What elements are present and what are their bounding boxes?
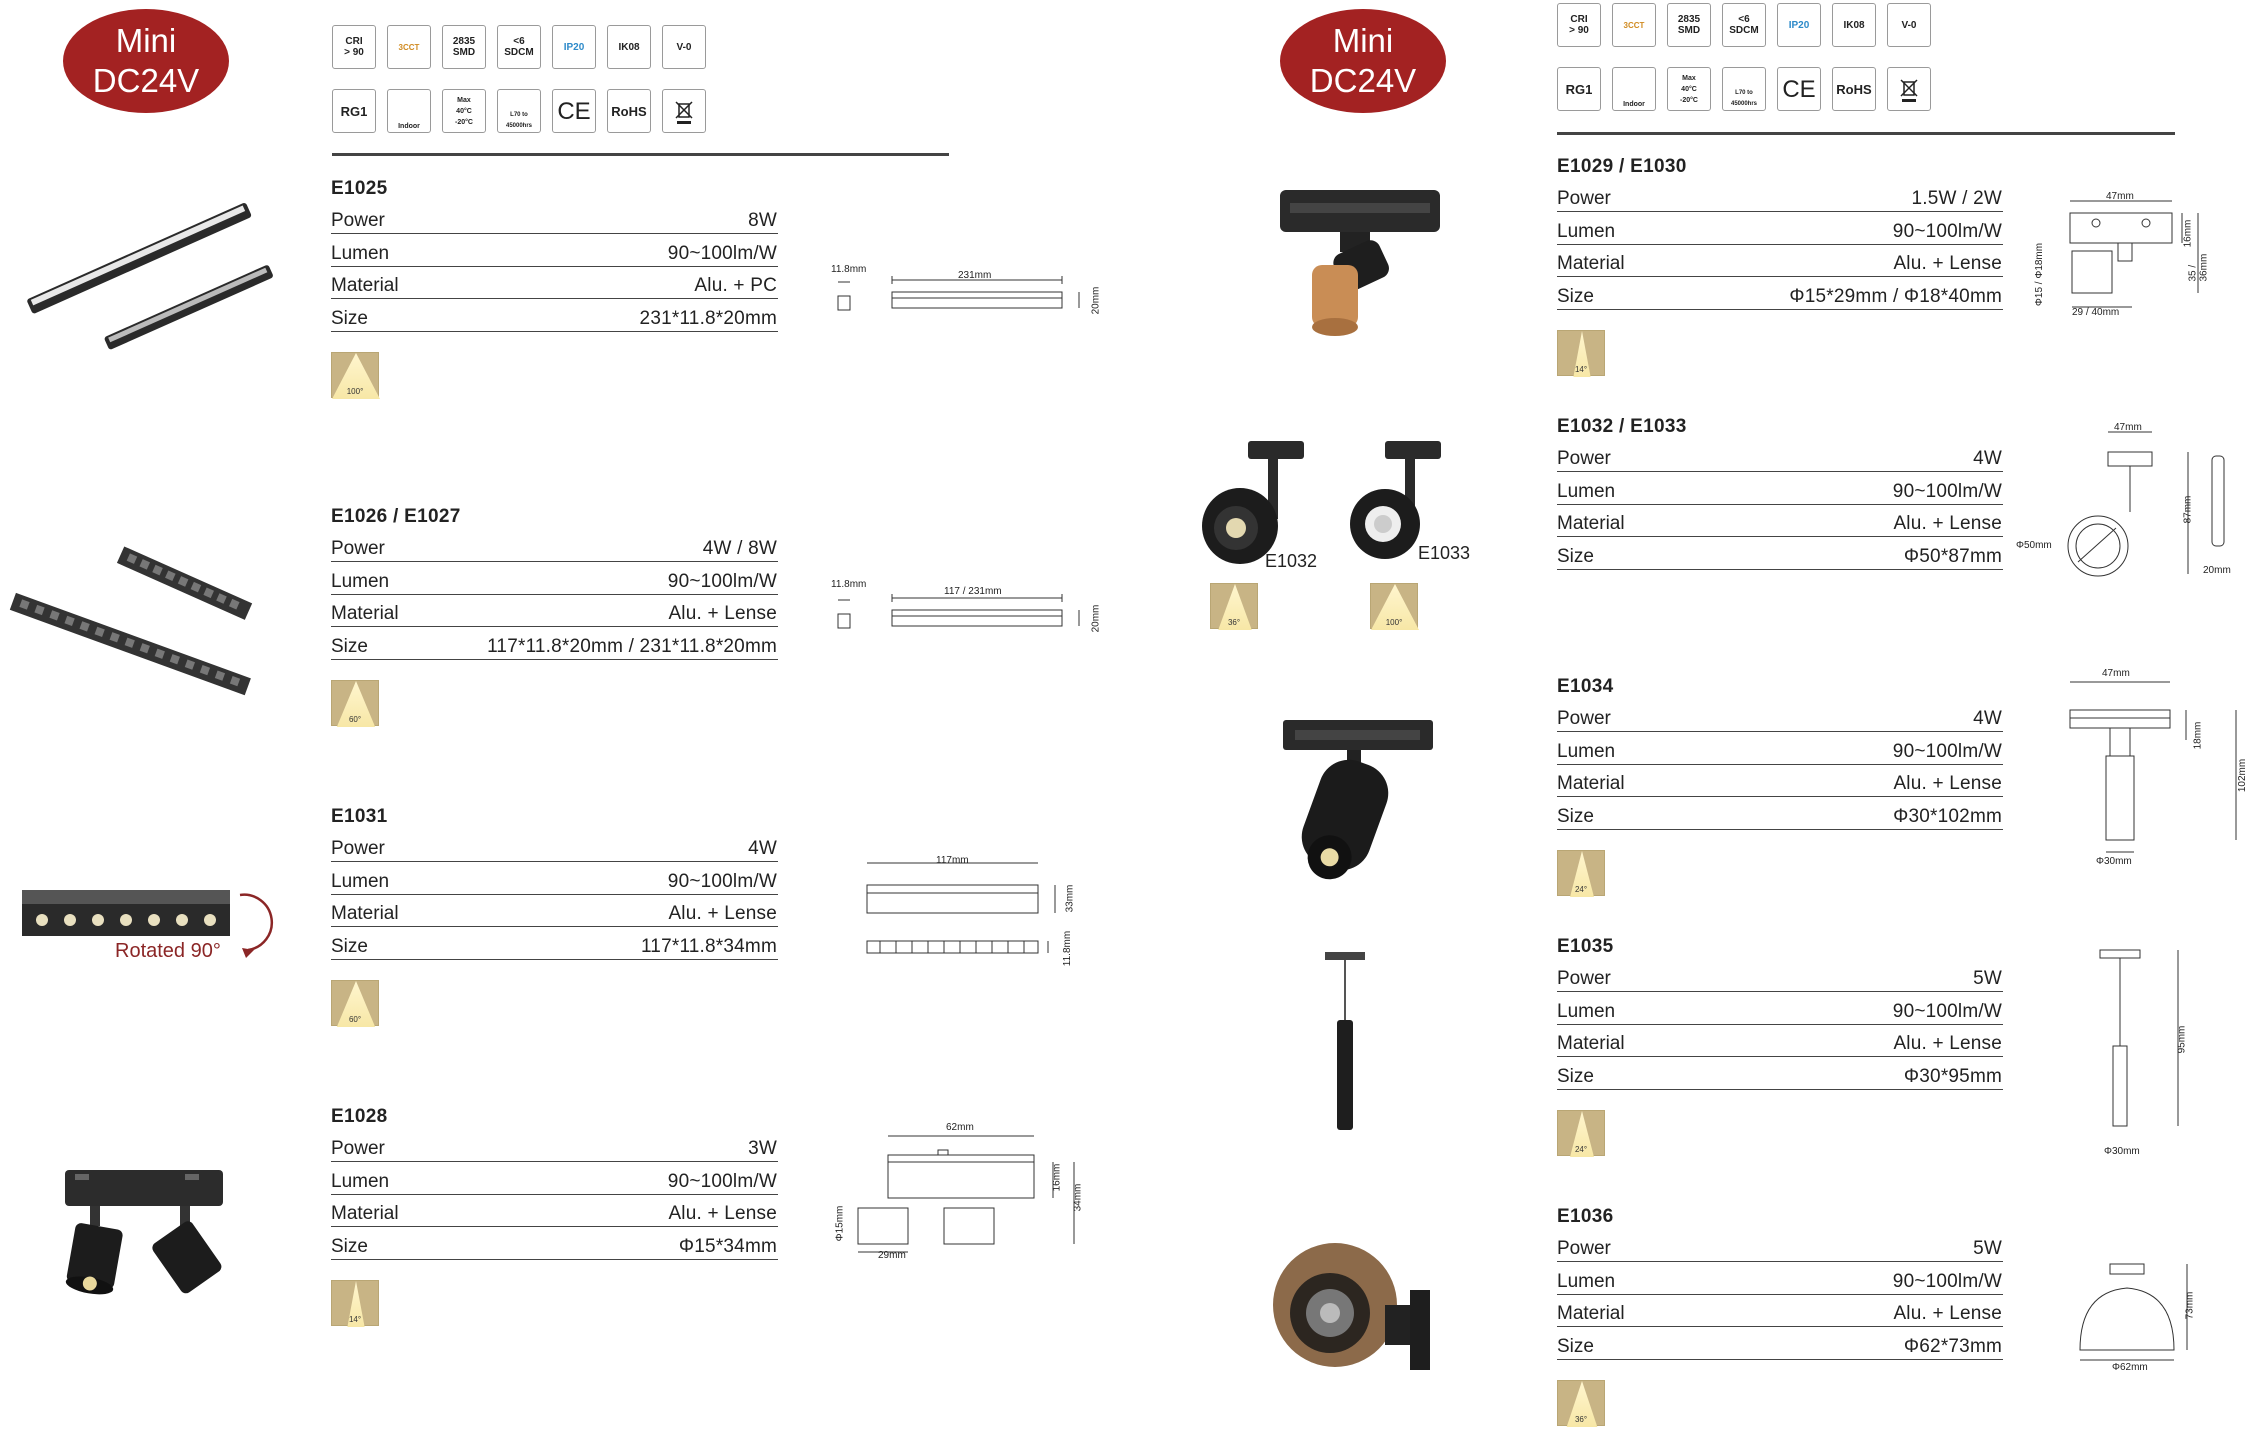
spec-block-e1031 [331,806,778,960]
dim-height-total: 102mm [2237,758,2248,793]
spec-row-power [1557,710,2003,732]
spec-row-lumen [1557,732,2003,765]
drawing-e1029 [2036,193,2216,328]
spec-value: 90~100lm/W [1892,740,2002,762]
dim-diameter: Φ30mm [2104,1146,2140,1157]
spec-value: 90~100lm/W [667,242,777,264]
feature-icons-left [332,25,706,133]
ce-icon: CE [552,89,596,133]
spec-row-power [331,840,778,862]
product-image-e1025 [20,200,280,365]
spec-value: Alu. + Lense [1893,1303,2002,1324]
beam-label: 60° [348,1015,362,1024]
voltage-badge-left [63,9,229,113]
weee-icon [662,89,706,133]
drawing-e1025 [831,262,1102,327]
spec-label: Size [1557,545,1594,567]
spec-label: Power [331,210,385,231]
beam-angle-e1028 [331,1280,379,1326]
product-image-e1028 [60,1160,250,1305]
spec-label: Size [1557,1335,1594,1357]
dim-height-head: 18mm [2192,721,2204,750]
drawing-e1031 [860,855,1076,970]
rg1-icon: RG1 [1557,67,1601,111]
spec-value: 117*11.8*34mm [640,935,777,957]
spec-label: Material [331,603,399,624]
spec-value: Alu. + Lense [1893,253,2002,274]
cri-icon: CRI > 90 [1557,3,1601,47]
dim-height: 20mm [1090,604,1102,633]
spec-label: Power [1557,188,1611,209]
product-code: E1034 [1557,676,1614,697]
dim-height: 73mm [2184,1291,2196,1320]
spec-block-e1035 [1557,936,2003,1090]
dim-base: 29 / 40mm [2072,307,2120,318]
spec-value: 4W [748,838,777,859]
spec-block-e1034 [1557,676,2003,830]
spec-value: Φ30*102mm [1893,805,2002,827]
caption-e1032: E1032 [1265,551,1318,571]
spec-value: Alu. + PC [694,275,777,296]
smd-icon: 2835 SMD [442,25,486,69]
spec-row-material [331,895,778,928]
spec-label: Power [1557,1238,1611,1259]
spec-row-material [1557,1295,2003,1328]
spec-label: Material [1557,253,1625,274]
beam-angle-e1034 [1557,850,1605,896]
badge-line2: DC24V [1309,62,1417,99]
ce-icon: CE [1777,67,1821,111]
indoor-icon: Indoor [1612,67,1656,111]
spec-block-e1036 [1557,1206,2003,1360]
spec-value: 5W [1973,1238,2002,1259]
weee-icon [1887,67,1931,111]
spec-value: 5W [1973,968,2002,989]
divider-left [332,153,949,156]
spec-row-material [331,267,778,300]
dim-diameter: Φ62mm [2112,1362,2148,1373]
lifetime-icon: L70 to 45000hrs [497,89,541,133]
spec-row-material [1557,505,2003,538]
dim-diameter: Φ15 / Φ18mm [2034,242,2046,307]
dim-length: 62mm [946,1122,974,1133]
spec-row-power [331,1140,778,1162]
spec-value: 4W [1973,448,2002,469]
voltage-badge-right [1280,9,1446,113]
spec-label: Material [1557,1033,1625,1054]
dim-diameter: Φ50mm [2016,540,2052,551]
dim-height: 33mm [1064,884,1076,913]
dim-diameter: Φ30mm [2096,856,2132,867]
ip20-icon: IP20 [552,25,596,69]
badge-line1: Mini [1332,22,1394,59]
spec-label: Material [1557,1303,1625,1324]
cri-icon: CRI > 90 [332,25,376,69]
spec-row-size [1557,1057,2003,1090]
spec-row-power [1557,190,2003,212]
v0-icon: V-0 [662,25,706,69]
spec-row-material [1557,765,2003,798]
ik08-icon: IK08 [1832,3,1876,47]
spec-value: 8W [748,210,777,231]
beam-angle-e1029-e1030 [1557,330,1605,376]
spec-row-lumen [331,234,778,267]
spec-label: Power [331,1138,385,1159]
lifetime-icon: L70 to 45000hrs [1722,67,1766,111]
spec-label: Size [331,635,368,657]
spec-row-size [331,1227,778,1260]
bin-icon [1894,74,1924,104]
ik08-icon: IK08 [607,25,651,69]
indoor-icon: Indoor [387,89,431,133]
beam-label: 100° [346,387,364,396]
spec-row-material [1557,1025,2003,1058]
spec-row-lumen [331,1162,778,1195]
spec-row-lumen [331,562,778,595]
v0-icon: V-0 [1887,3,1931,47]
product-image-e1035 [1320,950,1370,1140]
spec-value: Alu. + Lense [1893,513,2002,534]
spec-label: Lumen [331,870,390,892]
rg1-icon: RG1 [332,89,376,133]
spec-value: Alu. + Lense [1893,773,2002,794]
product-code: E1035 [1557,936,1614,957]
spec-value: 4W [1973,708,2002,729]
spec-row-power [331,540,778,562]
spec-value: Alu. + Lense [668,903,777,924]
beam-label: 36° [1574,1415,1588,1424]
spec-value: Φ15*34mm [678,1235,777,1257]
sdcm-icon: <6 SDCM [497,25,541,69]
spec-label: Power [331,838,385,859]
rohs-icon: RoHS [1832,67,1876,111]
spec-row-size [1557,1327,2003,1360]
ip20-icon: IP20 [1777,3,1821,47]
drawing-e1026 [831,579,1102,655]
spec-row-lumen [1557,992,2003,1025]
spec-value: 117*11.8*20mm / 231*11.8*20mm [487,635,777,657]
spec-label: Size [331,935,368,957]
product-code: E1032 / E1033 [1557,416,1687,437]
spec-row-power [1557,450,2003,472]
drawing-e1034 [2066,670,2246,875]
drawing-e1036 [2072,1262,2202,1377]
spec-row-power [1557,1240,2003,1262]
spec-value: Φ15*29mm / Φ18*40mm [1789,285,2002,307]
spec-label: Material [1557,773,1625,794]
spec-label: Material [331,1203,399,1224]
spec-label: Lumen [331,570,390,592]
dim-height-total: 34mm [1072,1183,1084,1212]
dim-diameter: Φ15mm [834,1205,846,1242]
spec-value: Φ62*73mm [1903,1335,2002,1357]
dim-base: 29mm [878,1250,906,1261]
spec-row-lumen [331,862,778,895]
spec-row-size [331,627,778,660]
rotated-caption: Rotated 90° [115,940,221,962]
drawing-e1032 [2016,422,2231,587]
product-code: E1025 [331,178,388,199]
spec-label: Power [1557,968,1611,989]
dim-thickness: 11.8mm [1062,930,1074,967]
spec-block-e1029-e1030 [1557,156,2003,310]
spec-row-lumen [1557,212,2003,245]
product-image-e1034 [1275,715,1445,880]
product-code: E1026 / E1027 [331,506,461,527]
feature-icons-right [1557,3,1931,111]
dim-height: 20mm [1090,286,1102,315]
spec-row-size [331,927,778,960]
spec-label: Lumen [1557,740,1616,762]
product-image-e1029 [1270,185,1450,350]
spec-value: 90~100lm/W [1892,220,2002,242]
spec-row-material [331,595,778,628]
spec-label: Size [331,307,368,329]
product-code: E1036 [1557,1206,1614,1227]
spec-label: Lumen [1557,480,1616,502]
dim-thickness: 20mm [2203,565,2231,576]
spec-row-size [331,299,778,332]
dim-length: 231mm [958,270,992,281]
spec-value: Alu. + Lense [1893,1033,2002,1054]
beam-angle-e1031 [331,980,379,1026]
cct-icon: 3CCT [387,25,431,69]
spec-value: 4W / 8W [702,538,777,559]
spec-value: Φ30*95mm [1903,1065,2002,1087]
spec-value: 90~100lm/W [1892,1000,2002,1022]
dim-height: 95mm [2176,1025,2188,1054]
spec-value: 90~100lm/W [1892,1270,2002,1292]
spec-label: Material [331,275,399,296]
spec-value: 90~100lm/W [667,1170,777,1192]
spec-label: Lumen [331,242,390,264]
spec-value: 3W [748,1138,777,1159]
dim-length: 117 / 231mm [944,586,1002,597]
spec-label: Lumen [331,1170,390,1192]
sdcm-icon: <6 SDCM [1722,3,1766,47]
beam-angle-e1035 [1557,1110,1605,1156]
beam-angle-e1026-e1027 [331,680,379,726]
spec-block-e1025 [331,178,778,332]
product-image-e1036 [1270,1235,1450,1390]
bin-icon [669,96,699,126]
spec-value: 90~100lm/W [1892,480,2002,502]
spec-row-lumen [1557,472,2003,505]
dim-height-head: 16mm [1051,1163,1063,1192]
beam-angle-e1025 [331,352,379,398]
dim-height-total: 35 / 36mm [2187,253,2210,282]
beam-label: 24° [1574,885,1588,894]
spec-value: Alu. + Lense [668,603,777,624]
dim-thickness: 11.8mm [831,579,867,590]
spec-row-size [1557,537,2003,570]
beam-label: 60° [348,715,362,724]
dim-length: 117mm [936,855,969,866]
cct-icon: 3CCT [1612,3,1656,47]
spec-label: Size [1557,1065,1594,1087]
dim-length: 47mm [2106,191,2134,202]
spec-row-material [1557,245,2003,278]
spec-row-lumen [1557,1262,2003,1295]
beam-label: 14° [1574,365,1588,374]
caption-e1033: E1033 [1418,543,1471,563]
spec-label: Lumen [1557,1270,1616,1292]
beam-angle-e1036 [1557,1380,1605,1426]
spec-row-size [1557,277,2003,310]
beam-angle-e1032 [1210,583,1258,629]
temperature-icon: Max 40°C -20°C [442,89,486,133]
spec-label: Material [331,903,399,924]
spec-label: Lumen [1557,1000,1616,1022]
divider-right [1557,132,2175,135]
product-code: E1029 / E1030 [1557,156,1687,177]
product-code: E1028 [331,1106,388,1127]
product-image-e1026 [5,530,265,705]
spec-value: 231*11.8*20mm [639,307,777,329]
dim-height-head: 16mm [2182,219,2194,248]
spec-row-material [331,1195,778,1228]
drawing-e1028 [836,1122,1096,1267]
spec-block-e1032-e1033 [1557,416,2003,570]
product-code: E1031 [331,806,388,827]
spec-label: Material [1557,513,1625,534]
beam-label: 36° [1227,618,1241,627]
spec-label: Power [331,538,385,559]
spec-value: Φ50*87mm [1903,545,2002,567]
spec-value: Alu. + Lense [668,1203,777,1224]
dim-height: 87mm [2182,495,2194,524]
spec-row-power [1557,970,2003,992]
dim-thickness: 11.8mm [831,264,867,275]
spec-label: Size [1557,805,1594,827]
spec-row-size [1557,797,2003,830]
spec-row-power [331,212,778,234]
drawing-e1035 [2090,946,2200,1157]
badge-line2: DC24V [92,62,200,99]
dim-length: 47mm [2114,422,2142,433]
beam-label: 14° [348,1315,362,1324]
beam-label: 100° [1385,618,1403,627]
dim-length: 47mm [2102,668,2130,679]
beam-label: 24° [1574,1145,1588,1154]
spec-block-e1026-e1027 [331,506,778,660]
spec-label: Power [1557,708,1611,729]
badge-line1: Mini [115,22,177,59]
rohs-icon: RoHS [607,89,651,133]
spec-value: 90~100lm/W [667,870,777,892]
spec-label: Lumen [1557,220,1616,242]
spec-value: 90~100lm/W [667,570,777,592]
smd-icon: 2835 SMD [1667,3,1711,47]
spec-label: Size [331,1235,368,1257]
spec-value: 1.5W / 2W [1911,188,2002,209]
spec-label: Size [1557,285,1594,307]
temperature-icon: Max 40°C -20°C [1667,67,1711,111]
spec-label: Power [1557,448,1611,469]
beam-angle-e1033 [1370,583,1418,629]
spec-block-e1028 [331,1106,778,1260]
